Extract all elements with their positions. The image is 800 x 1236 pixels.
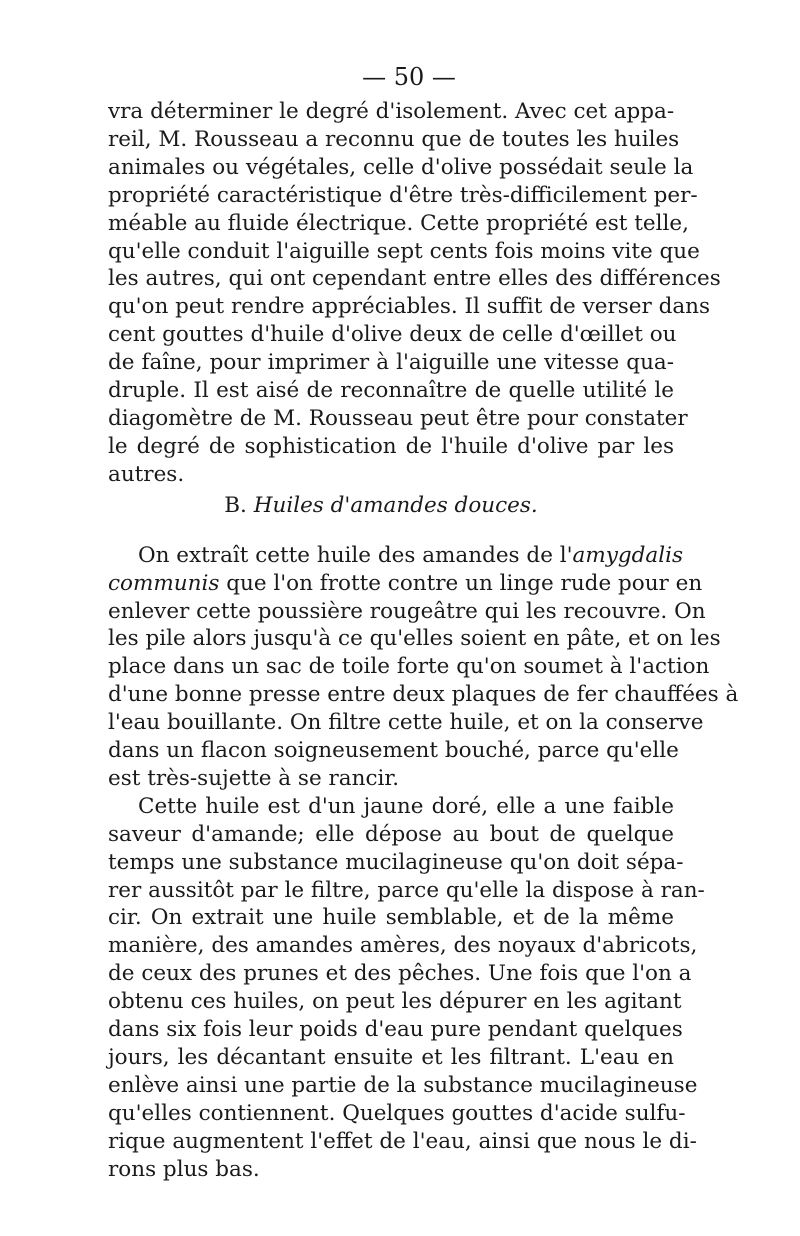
text-line: dans un flacon soigneusement bouché, parce qu'elle (108, 738, 679, 764)
text-line: dans six fois leur poids d'eau pure pendant quelques (108, 1017, 683, 1043)
text-line: de ceux des prunes et des pêches. Une fois que l'on a (108, 961, 692, 987)
text-line: animales ou végétales, celle d'olive possédait seule la (108, 154, 694, 180)
latin-name: communis (108, 570, 220, 596)
text-line: qu'elle conduit l'aiguille sept cents fois moins vite que (108, 238, 700, 264)
text-line: diagomètre de M. Rousseau peut être pour constater (108, 405, 688, 431)
paragraph-sweet-almond-oil (108, 542, 739, 793)
section-label: B. (224, 492, 247, 518)
text-line: les autres, qui ont cependant entre elles des différences (108, 266, 721, 292)
text-line: autres. (108, 461, 185, 487)
text-line: méable au fluide électrique. Cette propriété est telle, (108, 210, 689, 236)
text-line: druple. Il est aisé de reconnaître de quelle utilité le (108, 378, 674, 404)
text-line (108, 542, 684, 570)
text-run: On extraît cette huile des amandes de l' (138, 542, 573, 568)
page-number: — 50 — (362, 63, 456, 91)
text-line: qu'elles contiennent. Quelques gouttes d'acide sulfu- (108, 1100, 686, 1126)
section-title: Huiles d'amandes douces. (253, 492, 538, 518)
text-line: enlève ainsi une partie de la substance mucilagineuse (108, 1072, 698, 1098)
text-line: rique augmentent l'effet de l'eau, ainsi que nous le di- (108, 1128, 697, 1154)
text-line: les pile alors jusqu'à ce qu'elles soient en pâte, et on les (108, 626, 721, 652)
text-line: est très-sujette à se rancir. (108, 765, 400, 791)
text-line (108, 570, 703, 598)
text-line: obtenu ces huiles, on peut les dépurer en les agitant (108, 989, 682, 1015)
text-line: saveur d'amande; elle dépose au bout de quelque (108, 821, 674, 847)
text-line: l'eau bouillante. On filtre cette huile, et on la conserve (108, 710, 704, 736)
text-line: propriété caractéristique d'être très-difficilement per- (108, 182, 698, 208)
text-line: reil, M. Rousseau a reconnu que de toutes les huiles (108, 126, 680, 152)
text-line: rons plus bas. (108, 1156, 260, 1182)
text-line: jours, les décantant ensuite et les filtrant. L'eau en (108, 1045, 674, 1070)
text-line: d'une bonne presse entre deux plaques de fer chauffées à (108, 682, 739, 708)
text-line: le degré de sophistication de l'huile d'olive par les (108, 433, 674, 459)
paragraph-almond-oil-properties (108, 793, 705, 1184)
book-page (108, 58, 739, 1184)
text-line: cent gouttes d'huile d'olive deux de celle d'œillet ou (108, 322, 677, 348)
text-line: qu'on peut rendre appréciables. Il suffit de verser dans (108, 294, 711, 320)
text-line: place dans un sac de toile forte qu'on soumet à l'action (108, 654, 710, 680)
text-line: manière, des amandes amères, des noyaux d'abricots, (108, 933, 698, 959)
latin-name: amygdalis (572, 542, 684, 568)
text-line: rer aussitôt par le filtre, parce qu'elle la dispose à ran- (108, 877, 705, 903)
text-line: de faîne, pour imprimer à l'aiguille une vitesse qua- (108, 350, 674, 376)
text-run: que l'on frotte contre un linge rude pour en (219, 570, 703, 596)
text-line: temps une substance mucilagineuse qu'on doit sépa- (108, 849, 684, 875)
paragraph-olive-oil (108, 98, 721, 489)
text-line: Cette huile est d'un jaune doré, elle a une faible (138, 793, 674, 819)
section-heading (108, 492, 674, 520)
text-line: enlever cette poussière rougeâtre qui les recouvre. On (108, 598, 706, 624)
text-line: vra déterminer le degré d'isolement. Avec cet appa- (108, 99, 675, 124)
text-line: cir. On extrait une huile semblable, et de la même (108, 905, 674, 931)
